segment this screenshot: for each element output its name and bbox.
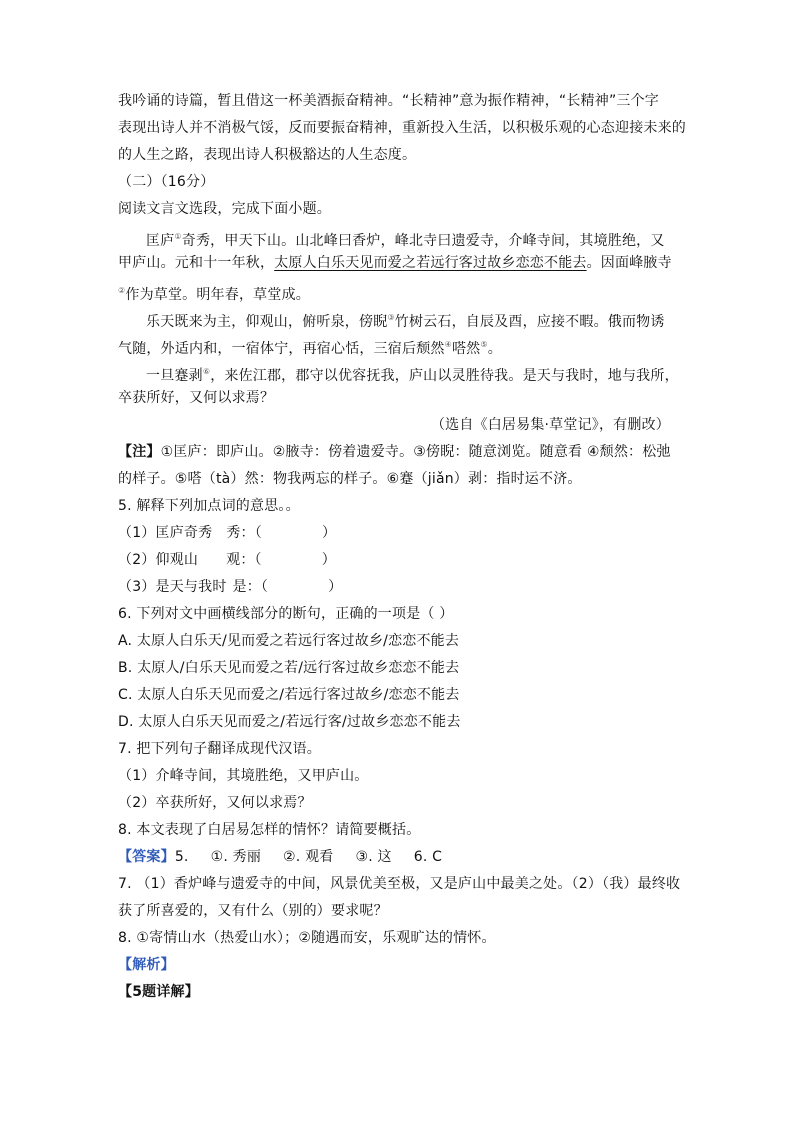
notes-line-2: 的样子。⑤嗒（tà）然：物我两忘的样子。⑥蹇（jiǎn）剥：指时运不济。	[118, 471, 582, 487]
answer-label: 【答案】	[118, 849, 175, 865]
passage-line-6: 一旦蹇剥⑥，来佐江郡，郡守以优容抚我，庐山以灵胜待我。是天与我时，地与我所，	[146, 367, 679, 384]
passage-line-4: 乐天既来为主，仰观山，俯听泉，傍睨③竹树云石，自辰及酉，应接不暇。俄而物诱	[146, 313, 665, 330]
passage-line-7: 卒获所好，又何以求焉？	[118, 390, 275, 406]
answer-7-line-1: 7. （1）香炉峰与遗爱寺的中间，风景优美至极，又是庐山中最美之处。（2）（我）最终收	[118, 876, 681, 892]
footnote-ref-3: ③	[387, 313, 395, 322]
question-7-item-2: （2）卒获所好，又何以求焉？	[118, 795, 312, 811]
section-heading: （二）（16分）	[118, 174, 215, 190]
answer-8: 8. ①寄情山水（热爱山水）；②随遇而安，乐观旷达的情怀。	[118, 930, 496, 946]
question-6-option-b: B. 太原人/白乐天见而爱之若/远行客过故乡恋恋不能去	[118, 660, 460, 676]
passage-line-3: ②作为草堂。明年春，草堂成。	[118, 286, 310, 303]
footnote-ref-1: ①	[174, 232, 182, 241]
analysis-label: 【解析】	[118, 957, 175, 973]
detail-label: 【5题详解】	[118, 984, 199, 1000]
question-5-item-3: （3）是天与我时 是：（ ）	[118, 579, 343, 595]
question-6-option-a: A. 太原人白乐天/见而爱之若远行客过故乡/恋恋不能去	[118, 633, 460, 649]
answer-line: 【答案】5. ①. 秀丽 ②. 观看 ③. 这 6. C	[118, 849, 443, 865]
footnote-ref-4: ④	[444, 340, 452, 349]
intro-line-3: 的人生之路，表现出诗人积极豁达的人生态度。	[118, 147, 417, 163]
notes-line-1: 【注】①匡庐：即庐山。②腋寺：傍着遗爱寺。③傍睨：随意浏览。随意看 ④颓然：松弛	[118, 444, 671, 460]
passage-line-1: 匡庐①奇秀，甲天下山。山北峰曰香炉，峰北寺曰遗爱寺，介峰寺间，其境胜绝，又	[146, 232, 665, 249]
question-7: 7. 把下列句子翻译成现代汉语。	[118, 741, 322, 757]
question-7-item-1: （1）介峰寺间，其境胜绝，又甲庐山。	[118, 768, 369, 784]
notes-label: 【注】	[118, 444, 161, 460]
question-6-option-d: D. 太原人白乐天见而爱之/若远行客/过故乡恋恋不能去	[118, 714, 461, 730]
underlined-sentence: 太原人白乐天见而爱之若远行客过故乡恋恋不能去	[274, 255, 587, 271]
footnote-ref-6: ⑥	[202, 367, 211, 376]
question-8: 8. 本文表现了白居易怎样的情怀？请简要概括。	[118, 822, 421, 838]
passage-source: （选自《白居易集·草堂记》，有删改）	[430, 417, 670, 433]
footnote-ref-2: ②	[118, 286, 126, 295]
question-6-option-c: C. 太原人白乐天见而爱之/若远行客过故乡/恋恋不能去	[118, 687, 460, 703]
passage-line-5: 气随，外适内和，一宿体宁，再宿心恬，三宿后颓然④嗒然⑤。	[118, 340, 502, 357]
document-page	[118, 88, 686, 1006]
passage-line-2: 甲庐山。元和十一年秋，太原人白乐天见而爱之若远行客过故乡恋恋不能去。因面峰腋寺	[118, 255, 672, 271]
section-instruction: 阅读文言文选段，完成下面小题。	[118, 201, 331, 217]
question-5-item-2: （2）仰观山 观：（ ）	[118, 552, 336, 568]
footnote-ref-5: ⑤	[480, 340, 488, 349]
intro-line-2: 表现出诗人并不消极气馁，反而要振奋精神，重新投入生活，以积极乐观的心态迎接未来的	[118, 120, 686, 136]
question-6: 6. 下列对文中画横线部分的断句，正确的一项是（ ）	[118, 606, 454, 622]
intro-line-1: 我吟诵的诗篇，暂且借这一杯美酒振奋精神。“长精神”意为振作精神，“长精神”三个字	[118, 93, 660, 109]
question-5: 5. 解释下列加点词的意思。。	[118, 498, 300, 514]
question-5-item-1: （1）匡庐奇秀 秀：（ ）	[118, 525, 337, 541]
answer-7-line-2: 获了所喜爱的，又有什么（别的）要求呢？	[118, 903, 388, 919]
